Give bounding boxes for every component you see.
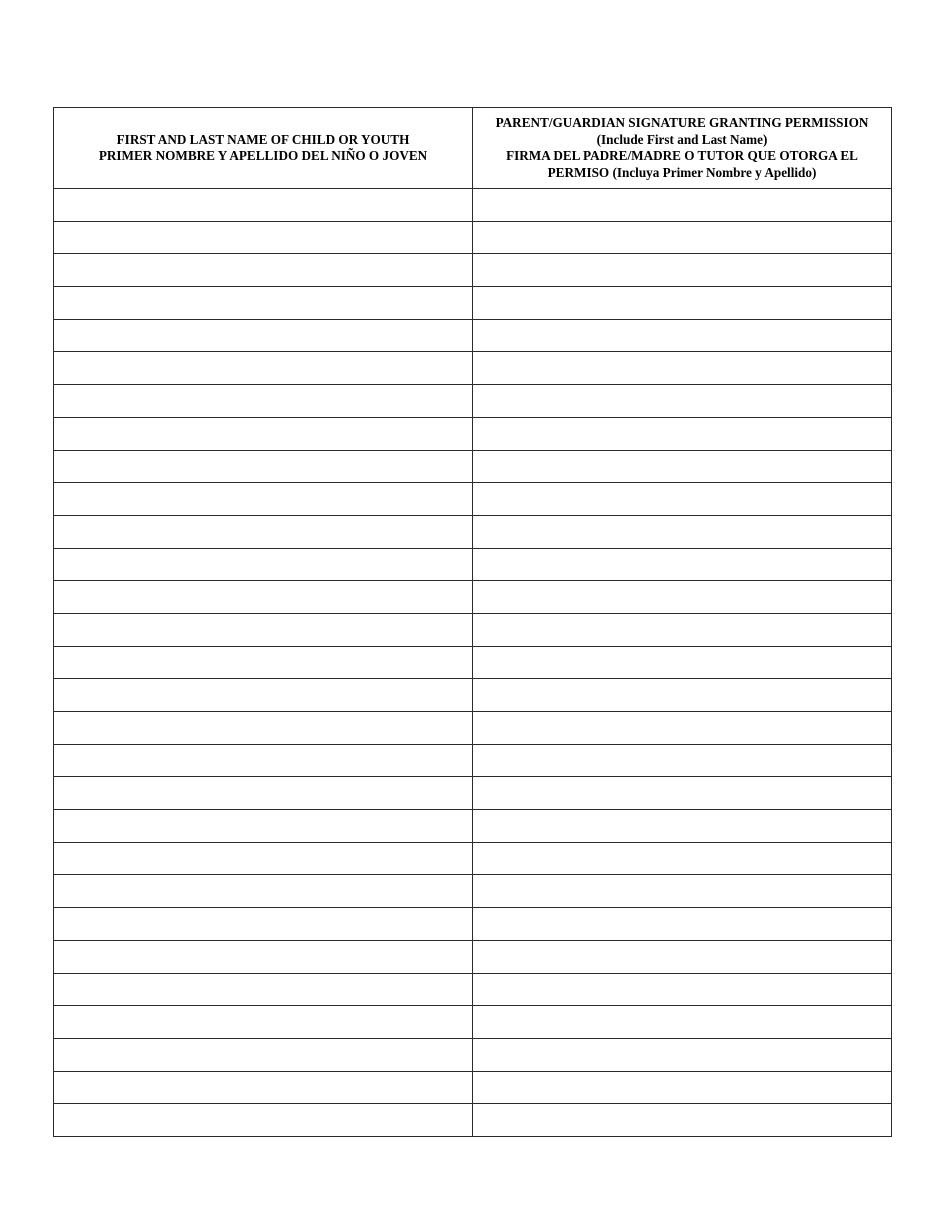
child-name-cell[interactable]	[54, 254, 473, 287]
table-row	[54, 189, 892, 222]
child-name-cell[interactable]	[54, 548, 473, 581]
table-row	[54, 908, 892, 941]
table-row	[54, 744, 892, 777]
table-row	[54, 221, 892, 254]
table-row	[54, 1006, 892, 1039]
parent-signature-cell[interactable]	[473, 810, 892, 843]
parent-signature-cell[interactable]	[473, 581, 892, 614]
parent-signature-cell[interactable]	[473, 842, 892, 875]
table-row	[54, 483, 892, 516]
table-row	[54, 581, 892, 614]
child-name-cell[interactable]	[54, 1038, 473, 1071]
table-row	[54, 319, 892, 352]
parent-signature-cell[interactable]	[473, 646, 892, 679]
parent-signature-cell[interactable]	[473, 1104, 892, 1137]
table-body	[54, 189, 892, 1137]
header-row	[54, 108, 892, 189]
parent-signature-cell[interactable]	[473, 712, 892, 745]
child-name-cell[interactable]	[54, 385, 473, 418]
parent-signature-cell[interactable]	[473, 1038, 892, 1071]
parent-signature-cell[interactable]	[473, 417, 892, 450]
header-line: FIRST AND LAST NAME OF CHILD OR YOUTH	[116, 131, 410, 147]
parent-signature-cell[interactable]	[473, 1071, 892, 1104]
table-row	[54, 679, 892, 712]
child-name-cell[interactable]	[54, 875, 473, 908]
table-row	[54, 973, 892, 1006]
table-row	[54, 712, 892, 745]
signature-table	[53, 107, 892, 1137]
child-name-cell[interactable]	[54, 810, 473, 843]
child-name-cell[interactable]	[54, 352, 473, 385]
parent-signature-cell[interactable]	[473, 940, 892, 973]
header-line: PARENT/GUARDIAN SIGNATURE GRANTING PERMISSION	[495, 115, 869, 130]
table-row	[54, 1071, 892, 1104]
child-name-cell[interactable]	[54, 744, 473, 777]
parent-signature-cell[interactable]	[473, 287, 892, 320]
table-row	[54, 385, 892, 418]
parent-signature-cell[interactable]	[473, 189, 892, 222]
parent-signature-cell[interactable]	[473, 777, 892, 810]
header-parent-signature	[473, 108, 892, 189]
child-name-cell[interactable]	[54, 1104, 473, 1137]
table-row	[54, 875, 892, 908]
parent-signature-cell[interactable]	[473, 221, 892, 254]
child-name-cell[interactable]	[54, 973, 473, 1006]
child-name-cell[interactable]	[54, 777, 473, 810]
table-row	[54, 417, 892, 450]
parent-signature-cell[interactable]	[473, 385, 892, 418]
child-name-cell[interactable]	[54, 450, 473, 483]
child-name-cell[interactable]	[54, 319, 473, 352]
parent-signature-cell[interactable]	[473, 744, 892, 777]
child-name-cell[interactable]	[54, 515, 473, 548]
child-name-cell[interactable]	[54, 712, 473, 745]
child-name-cell[interactable]	[54, 581, 473, 614]
child-name-cell[interactable]	[54, 189, 473, 222]
parent-signature-cell[interactable]	[473, 450, 892, 483]
parent-signature-cell[interactable]	[473, 1006, 892, 1039]
parent-signature-cell[interactable]	[473, 515, 892, 548]
parent-signature-cell[interactable]	[473, 352, 892, 385]
parent-signature-cell[interactable]	[473, 973, 892, 1006]
child-name-cell[interactable]	[54, 842, 473, 875]
header-child-name	[54, 108, 473, 189]
table-row	[54, 254, 892, 287]
parent-signature-cell[interactable]	[473, 548, 892, 581]
table-row	[54, 810, 892, 843]
parent-signature-cell[interactable]	[473, 613, 892, 646]
child-name-cell[interactable]	[54, 679, 473, 712]
child-name-cell[interactable]	[54, 1071, 473, 1104]
table-row	[54, 842, 892, 875]
table-row	[54, 352, 892, 385]
parent-signature-cell[interactable]	[473, 254, 892, 287]
parent-signature-cell[interactable]	[473, 908, 892, 941]
parent-signature-cell[interactable]	[473, 483, 892, 516]
child-name-cell[interactable]	[54, 646, 473, 679]
parent-signature-cell[interactable]	[473, 875, 892, 908]
table-row	[54, 515, 892, 548]
header-line: (Include First and Last Name)	[596, 131, 768, 147]
child-name-cell[interactable]	[54, 940, 473, 973]
header-line: PRIMER NOMBRE Y APELLIDO DEL NIÑO O JOVEN	[98, 148, 428, 163]
header-line: FIRMA DEL PADRE/MADRE O TUTOR QUE OTORGA EL PERMISO (Incluya Primer Nombre y Apellido)	[506, 148, 858, 180]
table-row	[54, 777, 892, 810]
table-row	[54, 613, 892, 646]
child-name-cell[interactable]	[54, 613, 473, 646]
child-name-cell[interactable]	[54, 417, 473, 450]
child-name-cell[interactable]	[54, 908, 473, 941]
table-row	[54, 548, 892, 581]
table-row	[54, 1038, 892, 1071]
table-row	[54, 287, 892, 320]
child-name-cell[interactable]	[54, 1006, 473, 1039]
table-row	[54, 646, 892, 679]
parent-signature-cell[interactable]	[473, 679, 892, 712]
child-name-cell[interactable]	[54, 287, 473, 320]
table-row	[54, 940, 892, 973]
table-row	[54, 1104, 892, 1137]
table-row	[54, 450, 892, 483]
parent-signature-cell[interactable]	[473, 319, 892, 352]
child-name-cell[interactable]	[54, 221, 473, 254]
child-name-cell[interactable]	[54, 483, 473, 516]
